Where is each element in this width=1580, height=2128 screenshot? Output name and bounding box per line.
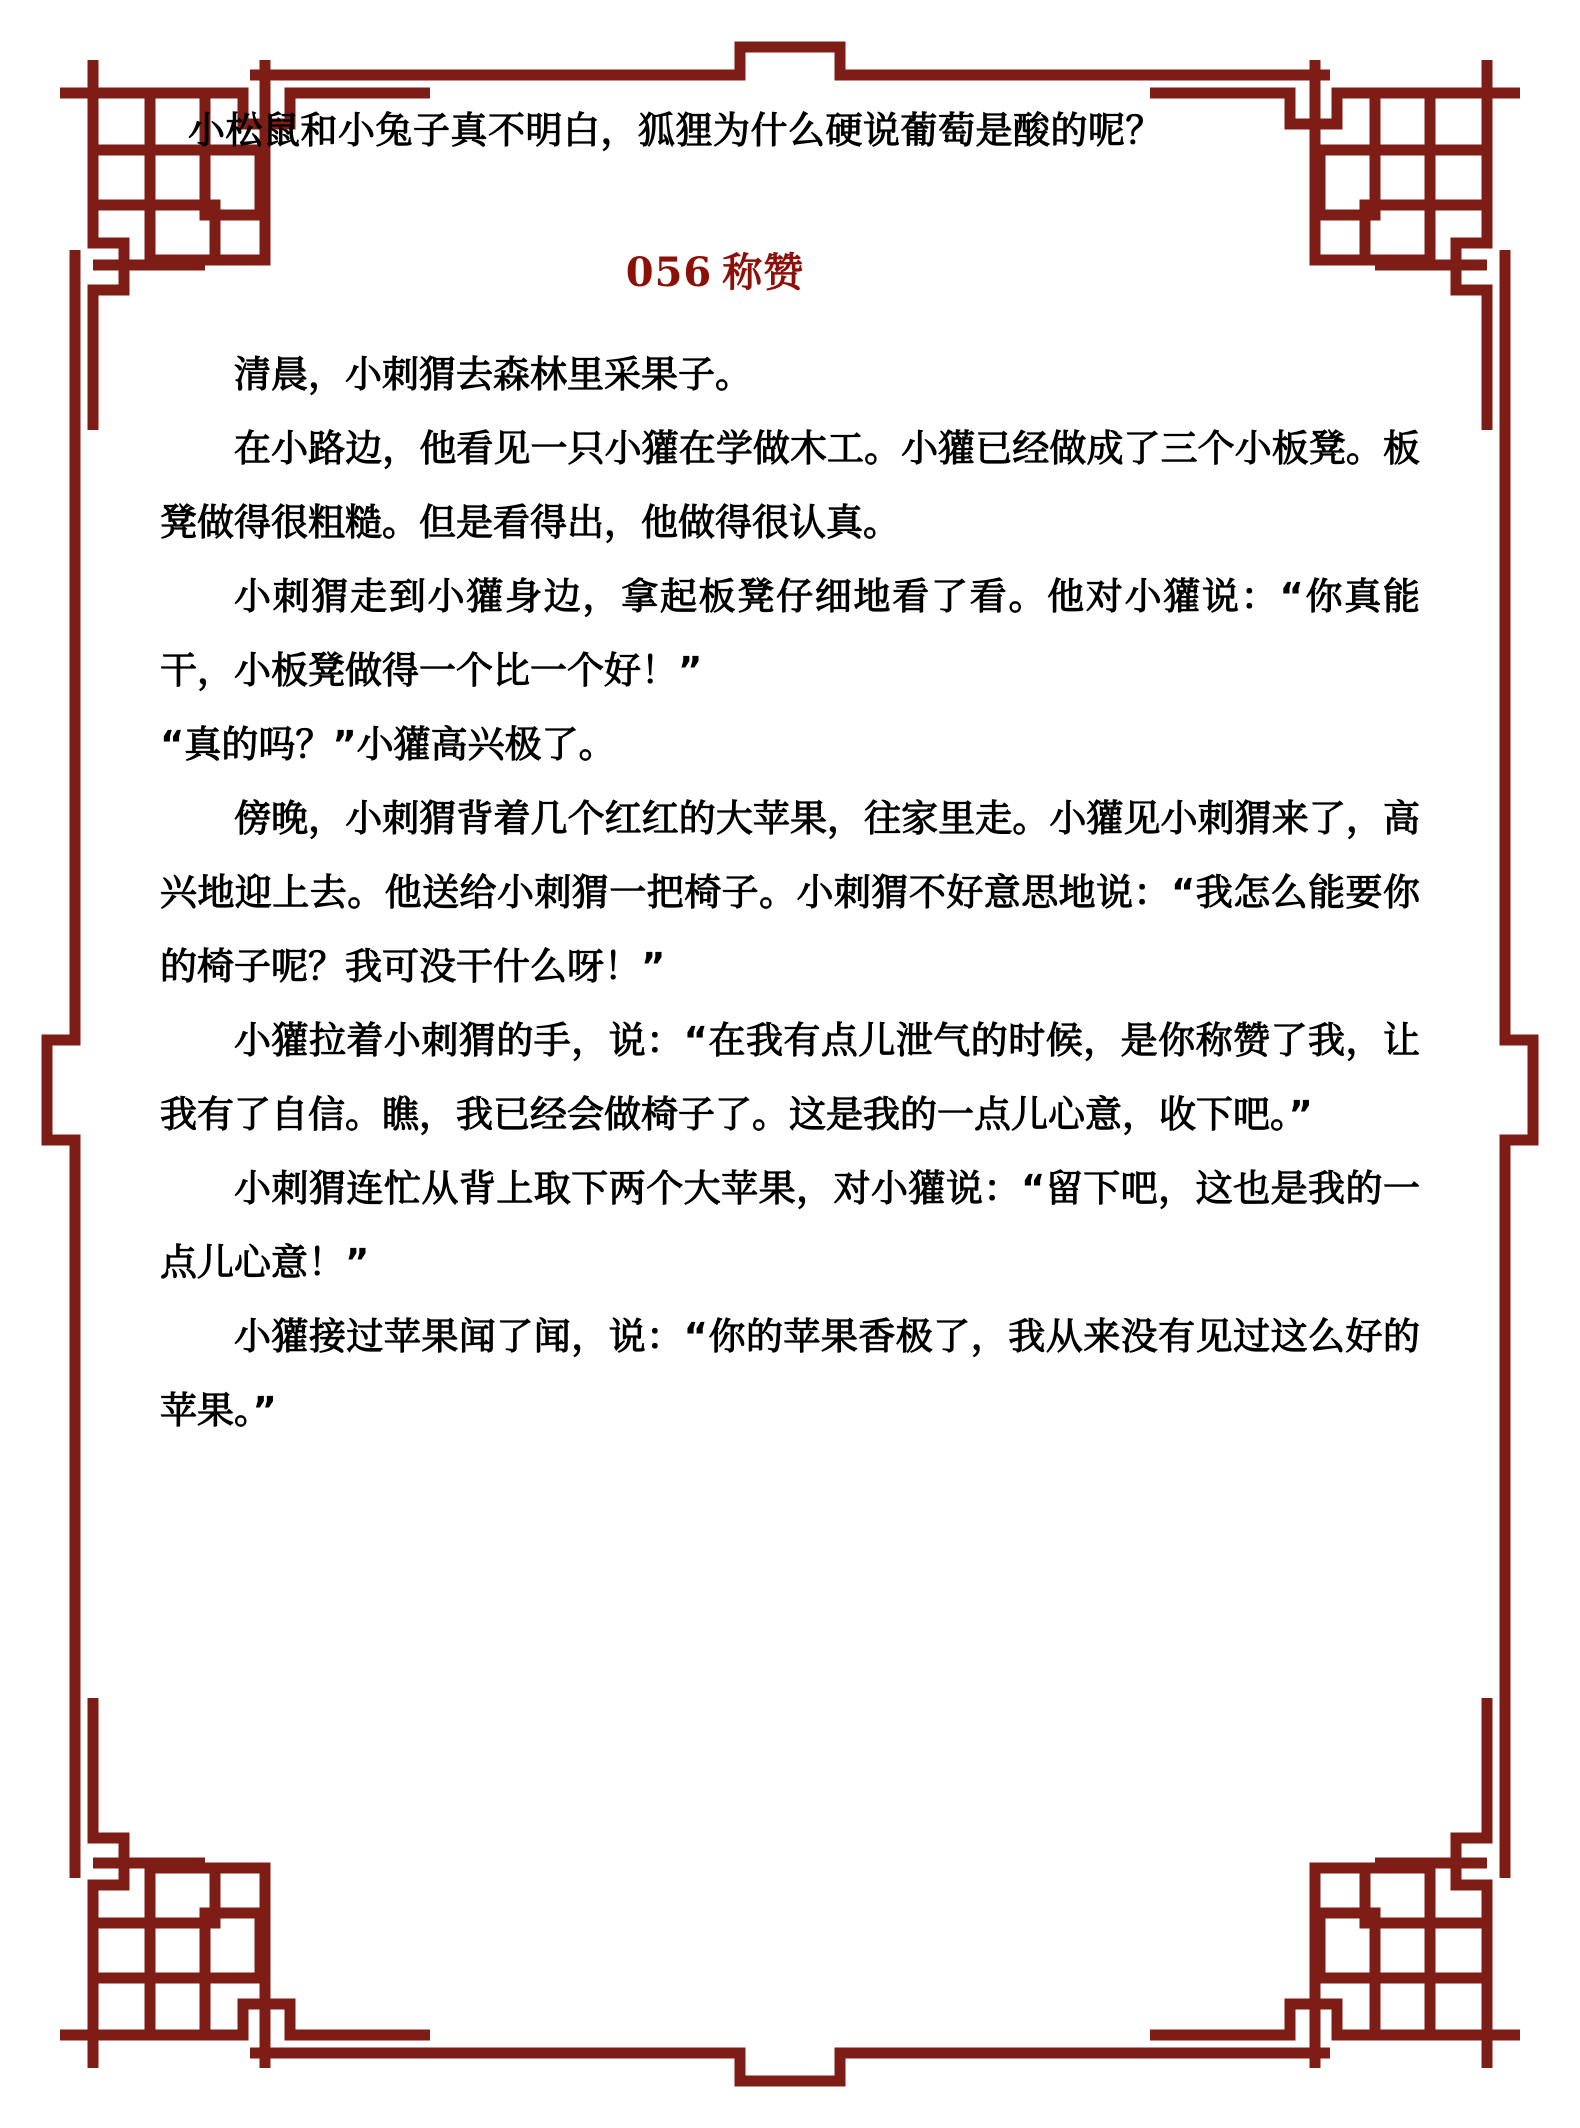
border-top-edge [250, 47, 1330, 75]
story-paragraph: 小獾接过苹果闻了闻，说：“你的苹果香极了，我从来没有见过这么好的苹果。” [160, 1315, 1420, 1432]
story-paragraph: 傍晚，小刺猬背着几个红红的大苹果，往家里走。小獾见小刺猬来了，高兴地迎上去。他送给小刺猬一把椅子。小刺猬不好意思地说：“我怎么能要你的椅子呢？我可没干什么呀！” [160, 797, 1420, 988]
chapter-name: 称赞 [722, 250, 805, 296]
story-paragraph: 清晨，小刺猬去森林里采果子。 [234, 353, 752, 396]
story-paragraph: 在小路边，他看见一只小獾在学做木工。小獾已经做成了三个小板凳。板凳做得很粗糙。但是看得出，他做得很认真。 [160, 427, 1420, 544]
story-paragraph: 小獾拉着小刺猬的手，说：“在我有点儿泄气的时候，是你称赞了我，让我有了自信。瞧，我已经会做椅子了。这是我的一点儿心意，收下吧。” [160, 1019, 1420, 1136]
story-paragraph: 小刺猬连忙从背上取下两个大苹果，对小獾说：“留下吧，这也是我的一点儿心意！” [160, 1167, 1420, 1284]
border-left-edge [47, 250, 75, 1878]
previous-story-tail-line: 小松鼠和小兔子真不明白，狐狸为什么硬说葡萄是酸的呢？ [188, 109, 1163, 152]
chapter-heading [160, 241, 1420, 298]
story-body [160, 338, 1420, 1448]
border-right-edge [1505, 250, 1533, 1878]
chapter-number: 056 [625, 249, 713, 296]
border-bottom-edge [250, 2053, 1330, 2081]
page-content [160, 109, 1420, 2012]
story-paragraph: “真的吗？”小獾高兴极了。 [160, 723, 616, 766]
story-paragraph: 小刺猬走到小獾身边，拿起板凳仔细地看了看。他对小獾说：“你真能干，小板凳做得一个比一个好！” [160, 575, 1420, 692]
